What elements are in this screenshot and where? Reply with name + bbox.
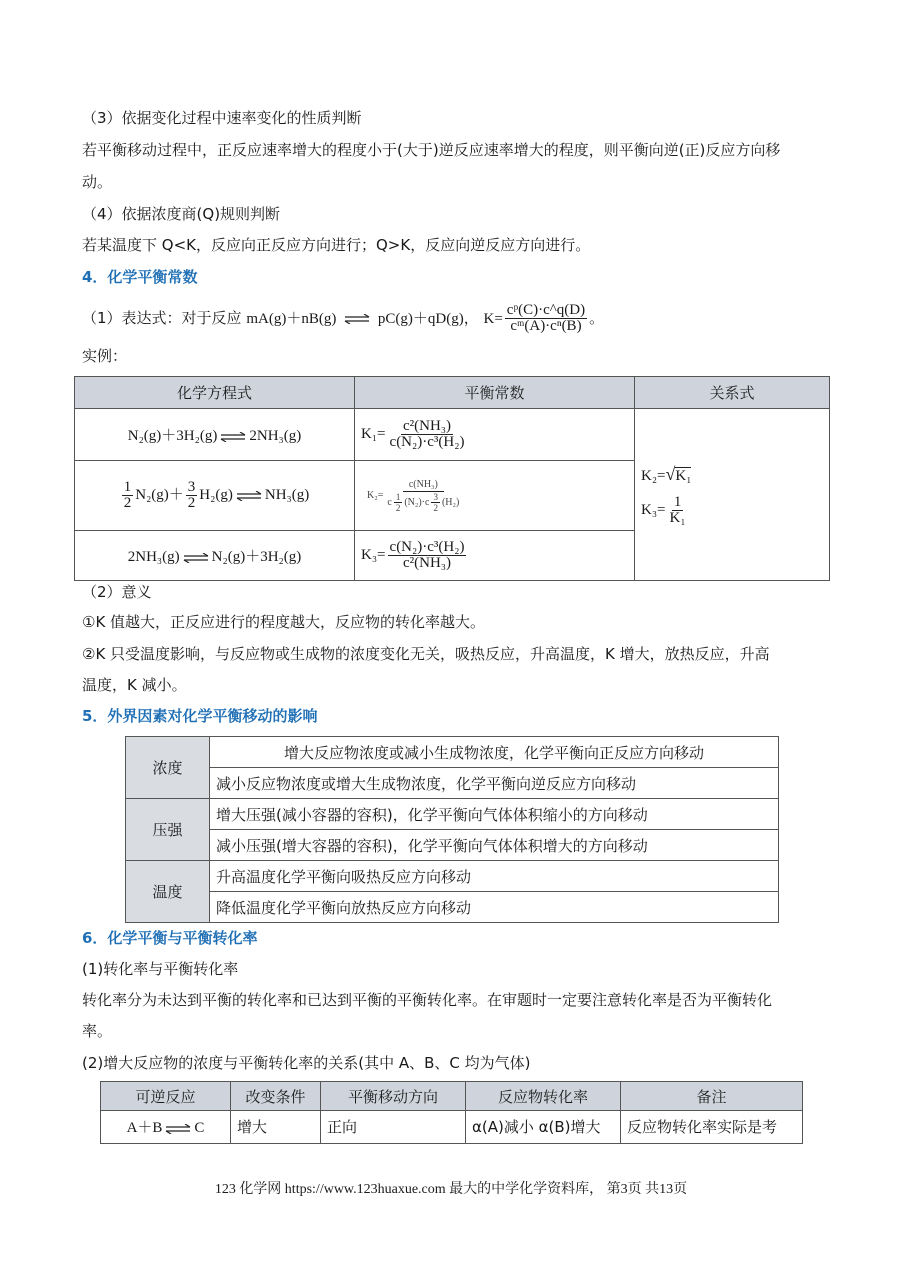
k-numerator: cᵖ(C)·c^q(D) [506, 302, 586, 318]
condition-cell: 增大 [231, 1111, 321, 1144]
equation-right: NH₃(g) [264, 486, 310, 503]
paragraph: 率。 [82, 1022, 113, 1040]
paragraph: 温度，K 减小。 [82, 676, 187, 694]
paragraph: 转化率分为未达到平衡的转化率和已达到平衡的平衡转化率。在审题时一定要注意转化率是否为平衡转化 [82, 991, 773, 1009]
reaction-right: C [194, 1120, 205, 1136]
direction-cell: 正向 [321, 1111, 466, 1144]
relation-lhs: K₂= [641, 467, 666, 484]
relation-radicand: K₁ [675, 467, 692, 484]
reaction-cell [101, 1111, 231, 1144]
k-denominator: cᵐ(A)·cⁿ(B) [510, 318, 582, 334]
k-denominator: c(N₂)·c³(H₂) [389, 434, 465, 450]
table-header: 改变条件 [231, 1082, 321, 1111]
table-header: 平衡常数 [355, 377, 635, 409]
factor-effect: 减小压强(增大容器的容积)，化学平衡向气体体积增大的方向移动 [210, 830, 779, 861]
paragraph: ②K 只受温度影响，与反应物或生成物的浓度变化无关，吸热反应，升高温度，K 增大，放热反应，升高 [82, 645, 770, 663]
equation-left: N₂(g)＋3H₂(g) [127, 428, 218, 444]
k-lhs: K₃= [361, 546, 386, 563]
equilibrium-arrow-icon [220, 432, 246, 442]
reaction-left: mA(g)＋nB(g) [246, 311, 337, 327]
paragraph: 动。 [82, 173, 113, 191]
equation-part: N₂(g)＋ [135, 486, 184, 503]
k-numerator: c²(NH₃) [402, 418, 452, 434]
reaction-right: pC(g)＋qD(g)， [377, 311, 479, 327]
factor-effect: 增大压强(减小容器的容积)，化学平衡向气体体积缩小的方向移动 [210, 799, 779, 830]
constant-cell [355, 531, 635, 581]
factor-cell: 压强 [126, 799, 210, 861]
table-header: 平衡移动方向 [321, 1082, 466, 1111]
k-lhs: K₁= [361, 425, 386, 442]
equation-cell [75, 409, 355, 461]
factor-effect: 升高温度化学平衡向吸热反应方向移动 [210, 861, 779, 892]
factor-table [125, 736, 779, 923]
k-lhs: K₂= [367, 489, 384, 501]
paragraph: （2）意义 [82, 583, 152, 601]
page-footer: 123 化学网 https://www.123huaxue.com 最大的中学化学资料库， 第3页 共13页 [214, 1182, 688, 1197]
constant-cell [355, 409, 635, 461]
coef-denominator: 2 [123, 495, 132, 511]
relation-denominator: K₁ [669, 509, 686, 526]
k-denominator-part: (H₂) [441, 496, 460, 508]
equation-part: H₂(g) [199, 486, 233, 503]
equation-right: N₂(g)＋3H₂(g) [211, 549, 302, 565]
equilibrium-arrow-icon [165, 1124, 191, 1134]
k-numerator: c(N₂)·c³(H₂) [389, 539, 465, 555]
table-header: 关系式 [635, 377, 830, 409]
expression-prefix: （1）表达式：对于反应 [82, 309, 242, 327]
paragraph: （3）依据变化过程中速率变化的性质判断 [82, 109, 362, 127]
paragraph: 若平衡移动过程中，正反应速率增大的程度小于(大于)逆反应速率增大的程度，则平衡向逆(正)反应方向移 [82, 141, 781, 159]
factor-effect: 增大反应物浓度或减小生成物浓度，化学平衡向正反应方向移动 [210, 737, 779, 768]
equation-right: 2NH₃(g) [249, 428, 302, 444]
paragraph: ①K 值越大，正反应进行的程度越大，反应物的转化率越大。 [82, 613, 486, 631]
k-numerator: c(NH₃) [403, 478, 444, 492]
relation-cell [635, 409, 830, 581]
paragraph: （4）依据浓度商(Q)规则判断 [82, 205, 281, 223]
remark-cell: 反应物转化率实际是考 [621, 1111, 803, 1144]
exp-numerator: 3 [433, 492, 438, 502]
table-header: 备注 [621, 1082, 803, 1111]
k-lhs: K= [483, 311, 503, 327]
equilibrium-constant-table [74, 376, 830, 581]
example-label: 实例： [82, 347, 128, 365]
table-header: 可逆反应 [101, 1082, 231, 1111]
paragraph: 若某温度下 Q<K，反应向正反应方向进行；Q>K，反应向逆反应方向进行。 [82, 236, 591, 254]
equation-cell [75, 531, 355, 581]
factor-effect: 降低温度化学平衡向放热反应方向移动 [210, 892, 779, 923]
sqrt-icon: √ [665, 463, 676, 484]
k-denominator-part: (N₂)·c [404, 496, 430, 508]
section-heading-5: 5．外界因素对化学平衡移动的影响 [82, 707, 318, 725]
expression-end: 。 [589, 309, 605, 327]
conversion-table [100, 1081, 803, 1144]
equation-left: 2NH₃(g) [127, 549, 180, 565]
relation-lhs: K₃= [641, 501, 666, 518]
factor-cell: 温度 [126, 861, 210, 923]
equilibrium-arrow-icon [183, 553, 209, 563]
coef-numerator: 3 [187, 479, 196, 495]
k-denominator: c²(NH₃) [402, 555, 452, 571]
factor-cell: 浓度 [126, 737, 210, 799]
exp-numerator: 1 [395, 492, 401, 502]
equilibrium-arrow-icon [344, 314, 370, 324]
factor-effect: 减小反应物浓度或增大生成物浓度，化学平衡向逆反应方向移动 [210, 768, 779, 799]
equation-cell [75, 461, 355, 531]
coef-numerator: 1 [123, 479, 132, 495]
section-heading-4: 4．化学平衡常数 [82, 268, 198, 286]
constant-cell [355, 461, 635, 531]
section-heading-6: 6．化学平衡与平衡转化率 [82, 929, 258, 947]
k-expression [82, 300, 604, 336]
exp-denominator: 2 [433, 503, 438, 513]
paragraph: (2)增大反应物的浓度与平衡转化率的关系(其中 A、B、C 均为气体) [82, 1054, 531, 1072]
k-denominator-part: c [387, 496, 392, 508]
conversion-cell: α(A)减小 α(B)增大 [466, 1111, 621, 1144]
table-header: 反应物转化率 [466, 1082, 621, 1111]
reaction-left: A＋B [126, 1120, 163, 1136]
exp-denominator: 2 [395, 503, 401, 513]
relation-numerator: 1 [673, 493, 682, 510]
table-header: 化学方程式 [75, 377, 355, 409]
coef-denominator: 2 [187, 495, 196, 511]
paragraph: (1)转化率与平衡转化率 [82, 960, 239, 978]
equilibrium-arrow-icon [236, 491, 262, 501]
